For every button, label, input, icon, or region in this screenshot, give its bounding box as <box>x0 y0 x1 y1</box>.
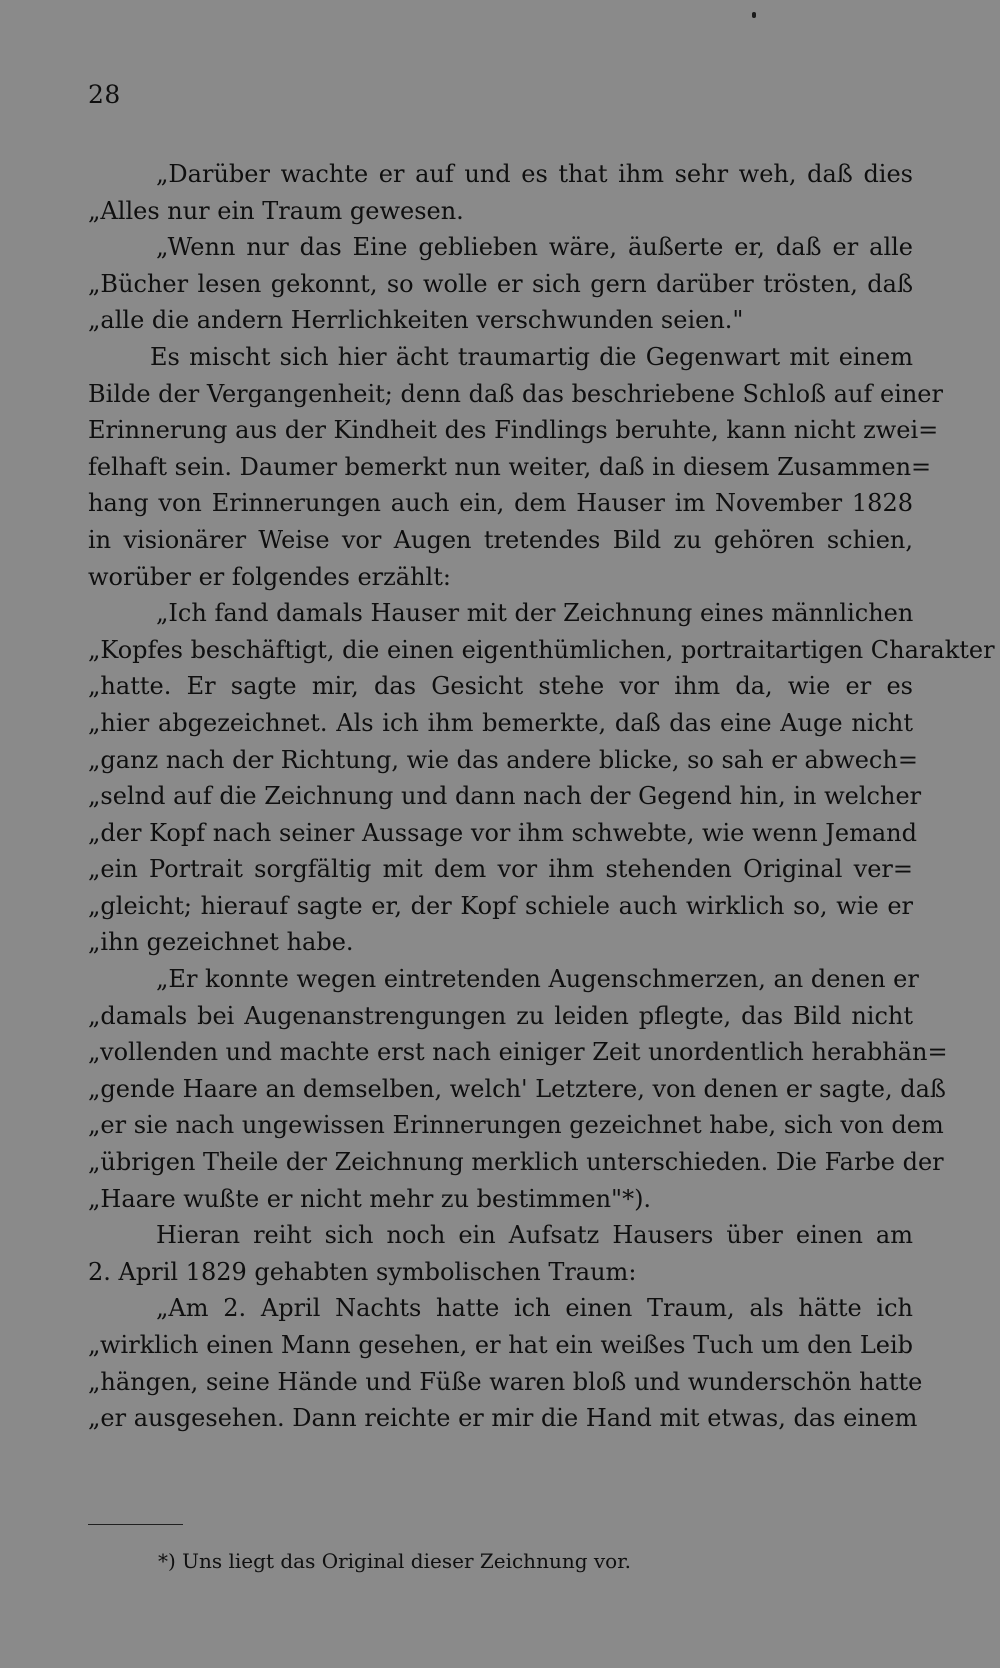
text-line-2: „Alles nur ein Traum gewesen. <box>88 196 464 225</box>
text-line-32: „Am 2. April Nachts hatte ich einen Traum, als hätte ich <box>156 1294 913 1323</box>
text-line-10: hang von Erinnerungen auch ein, dem Hauser im November 1828 <box>88 489 913 518</box>
text-line-30: Hieran reiht sich noch ein Aufsatz Hausers über einen am <box>156 1221 913 1250</box>
text-line-8: Erinnerung aus der Kindheit des Findlings beruhte, kann nicht zwei= <box>88 416 939 445</box>
text-line-27: „er sie nach ungewissen Erinnerungen gezeichnet habe, sich von dem <box>88 1111 944 1140</box>
ink-speck <box>752 12 756 18</box>
text-line-16: „hier abgezeichnet. Als ich ihm bemerkte, daß das eine Auge nicht <box>88 708 913 737</box>
text-line-13: „Ich fand damals Hauser mit der Zeichnung eines männlichen <box>156 599 914 628</box>
text-line-28: „übrigen Theile der Zeichnung merklich unterschieden. Die Farbe der <box>88 1148 944 1177</box>
text-line-11: in visionärer Weise vor Augen tretendes Bild zu gehören schien, <box>88 525 913 554</box>
text-line-26: „gende Haare an demselben, welch' Letztere, von denen er sagte, daß <box>88 1074 946 1103</box>
text-line-15: „hatte. Er sagte mir, das Gesicht stehe vor ihm da, wie er es <box>88 672 913 701</box>
text-line-23: „Er konnte wegen eintretenden Augenschmerzen, an denen er <box>156 965 919 994</box>
text-line-7: Bilde der Vergangenheit; denn daß das beschriebene Schloß auf einer <box>88 379 943 408</box>
text-line-21: „gleicht; hierauf sagte er, der Kopf schiele auch wirklich so, wie er <box>88 891 913 920</box>
text-line-20: „ein Portrait sorgfältig mit dem vor ihm stehenden Original ver= <box>88 855 913 884</box>
text-line-31: 2. April 1829 gehabten symbolischen Traum: <box>88 1257 637 1286</box>
footnote: *) Uns liegt das Original dieser Zeichnung vor. <box>158 1549 631 1573</box>
page-number: 28 <box>88 80 121 109</box>
text-line-35: „er ausgesehen. Dann reichte er mir die Hand mit etwas, das einem <box>88 1404 918 1433</box>
text-line-19: „der Kopf nach seiner Aussage vor ihm schwebte, wie wenn Jemand <box>88 818 917 847</box>
text-line-4: „Bücher lesen gekonnt, so wolle er sich gern darüber trösten, daß <box>88 269 913 298</box>
text-line-18: „selnd auf die Zeichnung und dann nach der Gegend hin, in welcher <box>88 782 922 811</box>
text-line-6: Es mischt sich hier ächt traumartig die Gegenwart mit einem <box>150 342 913 371</box>
text-line-9: felhaft sein. Daumer bemerkt nun weiter, daß in diesem Zusammen= <box>88 452 932 481</box>
text-line-3: „Wenn nur das Eine geblieben wäre, äußerte er, daß er alle <box>156 233 913 262</box>
body-text <box>88 156 995 1437</box>
footnote-rule <box>88 1524 183 1525</box>
text-line-1: „Darüber wachte er auf und es that ihm sehr weh, daß dies <box>156 160 913 188</box>
text-line-34: „hängen, seine Hände und Füße waren bloß und wunderschön hatte <box>88 1367 923 1396</box>
text-line-22: „ihn gezeichnet habe. <box>88 928 354 957</box>
text-line-5: „alle die andern Herrlichkeiten verschwunden seien." <box>88 306 744 335</box>
text-line-24: „damals bei Augenanstrengungen zu leiden pflegte, das Bild nicht <box>88 1001 913 1030</box>
text-line-14: „Kopfes beschäftigt, die einen eigenthümlichen, portraitartigen Charakter <box>88 635 995 664</box>
text-line-25: „vollenden und machte erst nach einiger Zeit unordentlich herabhän= <box>88 1038 948 1067</box>
text-line-17: „ganz nach der Richtung, wie das andere blicke, so sah er abwech= <box>88 745 918 774</box>
text-line-33: „wirklich einen Mann gesehen, er hat ein weißes Tuch um den Leib <box>88 1331 913 1359</box>
text-line-29: „Haare wußte er nicht mehr zu bestimmen"*). <box>88 1184 652 1213</box>
text-line-12: worüber er folgendes erzählt: <box>88 562 451 591</box>
book-page <box>88 78 995 1618</box>
